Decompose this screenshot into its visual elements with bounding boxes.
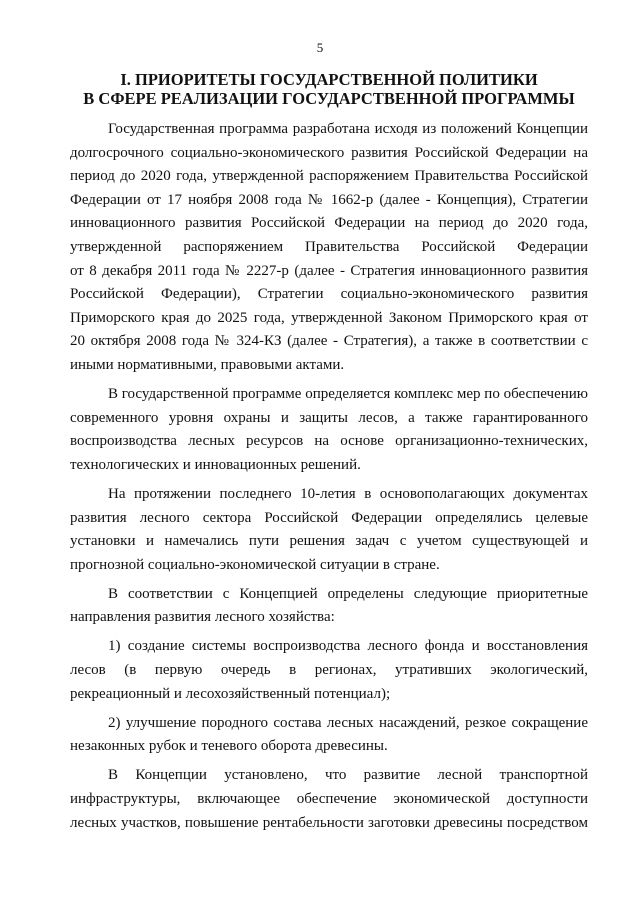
paragraph-line: В Концепции установлено, что развитие лесной транспортной [108,767,588,784]
paragraph-line: период до 2020 года, утвержденной распоряжением Правительства Российской [70,168,588,185]
list-item-1 [70,635,588,706]
paragraph-line: В государственной программе определяется комплекс мер по обеспечению [108,386,588,403]
paragraph-line: Федерации от 17 ноября 2008 года № 1662-р (далее - Концепция), Стратегии [70,191,588,208]
paragraph-line: На протяжении последнего 10-летия в основополагающих документах [108,485,588,502]
paragraph-line: современного уровня охраны и защиты лесов, а также гарантированного [70,409,588,426]
paragraph-line: 1) создание системы воспроизводства лесного фонда и восстановления [108,638,588,655]
paragraph-line: 2) улучшение породного состава лесных насаждений, резкое сокращение [108,714,588,731]
paragraph-4 [70,583,588,630]
paragraph-line: инновационного развития Российской Федерации на период до 2020 года, [70,215,588,232]
section-heading-line-2: В СФЕРЕ РЕАЛИЗАЦИИ ГОСУДАРСТВЕННОЙ ПРОГРАММЫ [83,89,575,108]
paragraph-line: В соответствии с Концепцией определены следующие приоритетные [108,585,588,602]
paragraph-line: Государственная программа разработана исходя из положений Концепции [108,121,588,137]
section-heading [70,70,588,108]
paragraph-line: долгосрочного социально-экономического развития Российской Федерации на [70,144,588,161]
paragraph-line: от 8 декабря 2011 года № 2227-р (далее - Стратегия инновационного развития [70,262,588,279]
paragraph-line: воспроизводства лесных ресурсов на основе организационно-технических, [70,433,588,450]
paragraph-line: лесов (в первую очередь в регионах, утративших экологический, [70,662,588,679]
paragraph-line: Российской Федерации), Стратегии социально-экономического развития [70,286,588,303]
paragraph-line: прогнозной социально-экономической ситуации в стране. [70,556,440,573]
paragraph-line: лесных участков, повышение рентабельности заготовки древесины посредством [70,814,588,831]
paragraph-1 [70,118,588,378]
paragraph-line: технологических и инновационных решений. [70,456,361,473]
paragraph-line: иными нормативными, правовыми актами. [70,356,345,373]
paragraph-line: установки и намечались пути решения задач с учетом существующей и [70,533,588,550]
paragraph-line: инфраструктуры, включающее обеспечение экономической доступности [70,791,588,808]
paragraph-line: 20 октября 2008 года № 324-КЗ (далее - Стратегия), а также в соответствии с [70,333,588,350]
list-item-2 [70,712,588,759]
paragraph-3 [70,483,588,577]
paragraph-2 [70,383,588,477]
paragraph-line: рекреационный и лесохозяйственный потенциал); [70,685,391,702]
paragraph-line: незаконных рубок и теневого оборота древесины. [70,738,388,755]
paragraph-line: развития лесного сектора Российской Федерации определялись целевые [70,509,588,526]
paragraph-5 [70,764,588,835]
paragraph-line: Приморского края до 2025 года, утвержденной Законом Приморского края от [70,309,588,326]
paragraph-line: направления развития лесного хозяйства: [70,609,335,626]
section-heading-line-1: I. ПРИОРИТЕТЫ ГОСУДАРСТВЕННОЙ ПОЛИТИКИ [120,70,538,89]
document-body [70,118,588,841]
page-number: 5 [316,40,324,55]
paragraph-line: утвержденной распоряжением Правительства Российской Федерации [70,238,588,255]
